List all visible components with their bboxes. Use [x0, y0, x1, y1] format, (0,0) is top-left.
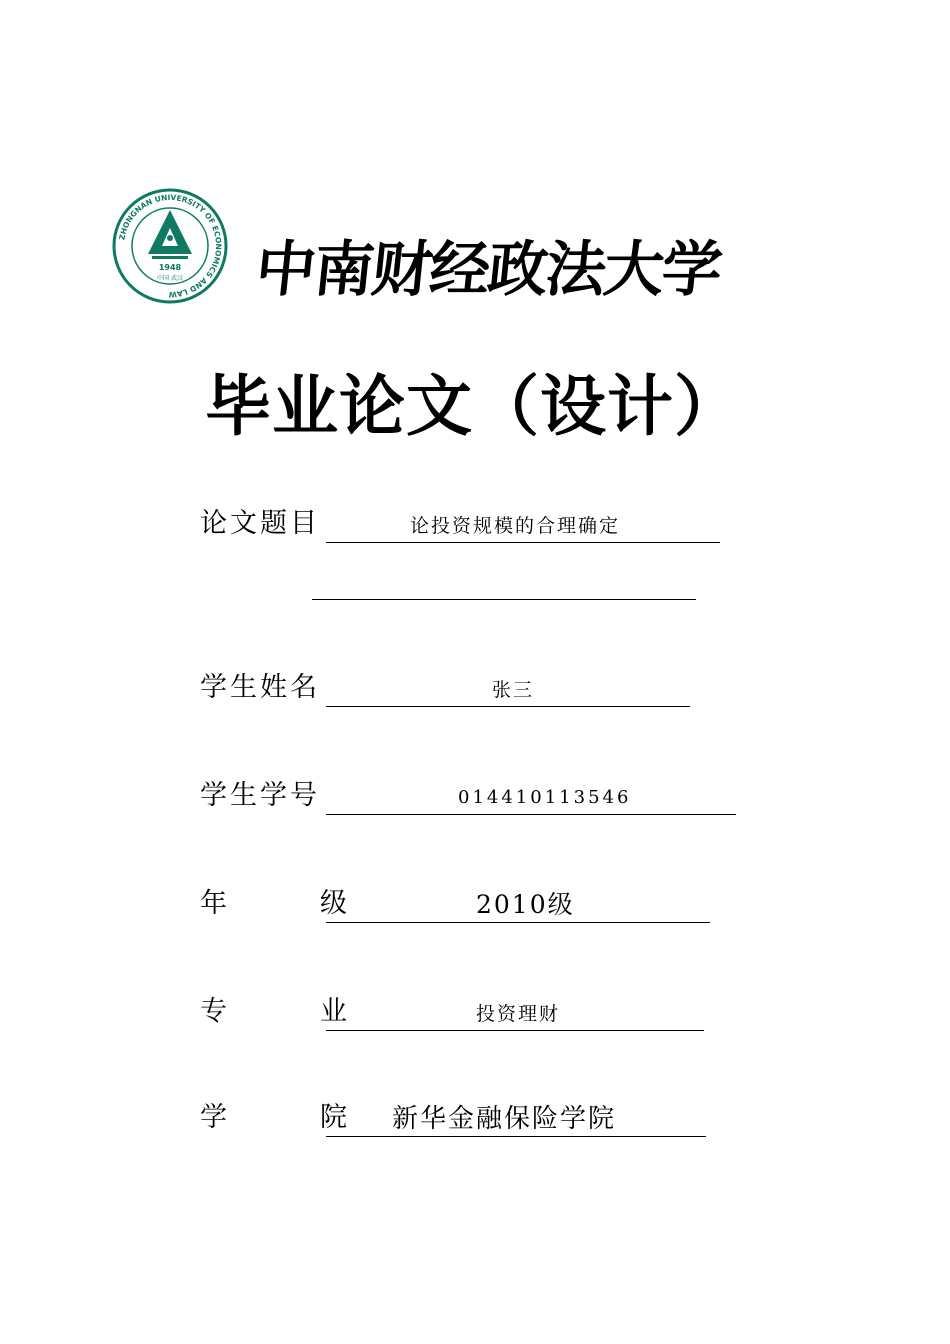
- major-label-first: 专: [200, 996, 230, 1027]
- university-name: 中南财经政法大学: [252, 235, 724, 305]
- seal-location: 中国 武汉: [157, 275, 183, 282]
- major-label-second: 业: [320, 996, 350, 1027]
- student-id-value: 014410113546: [458, 787, 632, 808]
- grade-label-first: 年: [200, 888, 230, 919]
- grade-value: 2010级: [476, 890, 575, 919]
- student-name-value: 张三: [492, 679, 535, 701]
- seal-year: 1948: [158, 263, 182, 272]
- major-value: 投资理财: [476, 1003, 561, 1025]
- school-value: 新华金融保险学院: [392, 1104, 617, 1134]
- student-name-label: 学生姓名: [200, 672, 320, 703]
- school-label-first: 学: [200, 1102, 230, 1133]
- grade-label-second: 级: [320, 888, 350, 919]
- student-id-label: 学生学号: [200, 780, 320, 811]
- seal-outer-text: ZHONGNAN UNIVERSITY OF ECONOMICS AND LAW: [117, 192, 224, 300]
- document-title: 毕业论文（设计）: [205, 368, 741, 445]
- thesis-title-second-line: [312, 599, 696, 600]
- university-seal-logo: [112, 188, 228, 304]
- thesis-title-value: 论投资规模的合理确定: [410, 515, 621, 537]
- thesis-title-label: 论文题目: [200, 508, 320, 539]
- school-label-second: 院: [320, 1102, 350, 1133]
